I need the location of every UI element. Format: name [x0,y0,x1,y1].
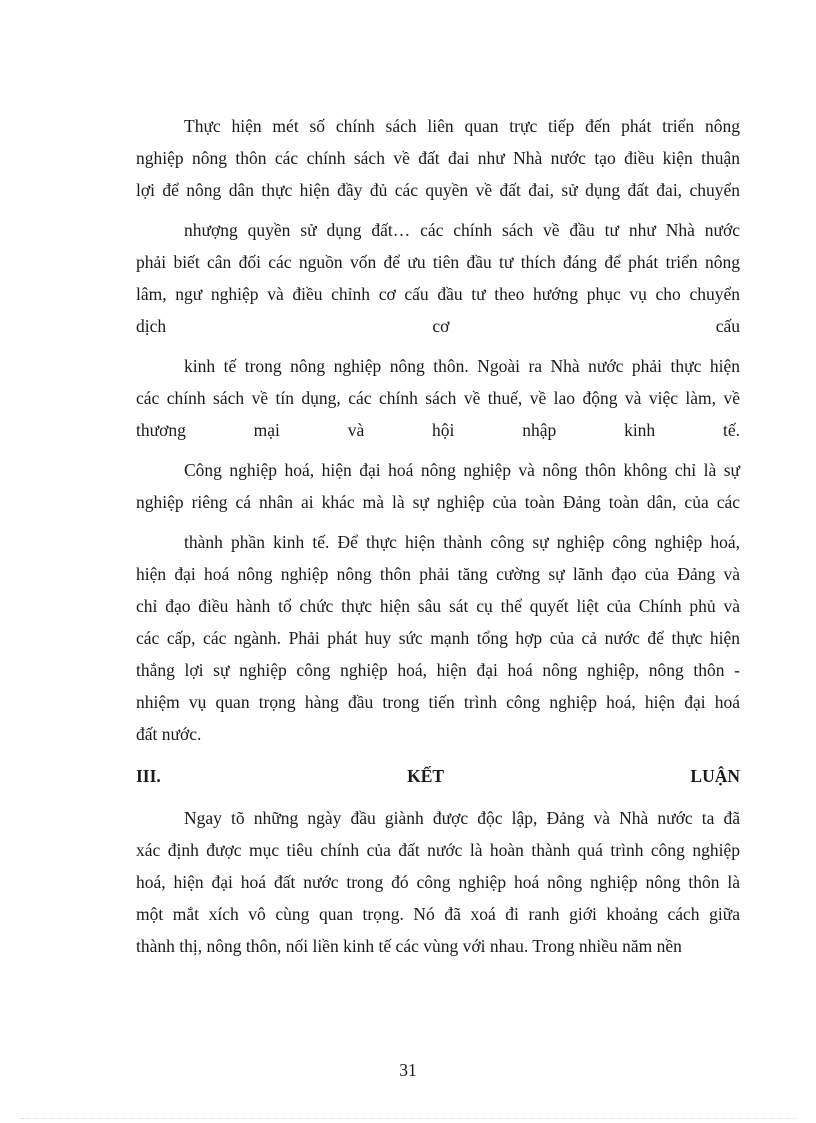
text-line: chỉ đạo điều hành tổ chức thực hiện sâu sát cụ thể quyết liệt của Chính phủ và [136,596,740,616]
text-line: các chính sách về tín dụng, các chính sách về thuế, về lao động và việc làm, về [136,388,740,408]
page-number: 31 [399,1060,417,1080]
text-line: Ngay tõ những ngày đầu giành được độc lập, Đảng và Nhà nước ta đã [184,808,740,828]
text-line: một mắt xích vô cùng quan trọng. Nó đã xoá đi ranh giới khoảng cách giữa [136,904,740,924]
text-line: lâm, ngư nghiệp và điều chỉnh cơ cấu đầu tư theo hướng phục vụ cho chuyển [136,284,740,304]
text-line: thành thị, nông thôn, nối liền kinh tế các vùng với nhau. Trong nhiều năm nền [136,936,682,956]
text-line: thành phần kinh tế. Để thực hiện thành công sự nghiệp công nghiệp hoá, [184,532,740,552]
text-line: nghiệp nông thôn các chính sách về đất đai như Nhà nước tạo điều kiện thuận [136,148,740,168]
text-line: Công nghiệp hoá, hiện đại hoá nông nghiệp và nông thôn không chỉ là sự [184,460,740,480]
text-line: Thực hiện mét số chính sách liên quan trực tiếp đến phát triển nông [184,116,740,136]
text-line: các cấp, các ngành. Phải phát huy sức mạnh tổng hợp của cả nước để thực hiện [136,628,740,648]
text-line: kinh tế trong nông nghiệp nông thôn. Ngoài ra Nhà nước phải thực hiện [184,356,740,376]
text-line: nhượng quyền sử dụng đất… các chính sách về đầu tư như Nhà nước [184,220,740,240]
text-line: thắng lợi sự nghiệp công nghiệp hoá, hiện đại hoá nông nghiệp, nông thôn - [136,660,740,680]
heading-number: III. [136,766,161,786]
text-line: nhiệm vụ quan trọng hàng đầu trong tiến trình công nghiệp hoá, hiện đại hoá [136,692,740,712]
footer-divider [20,1118,796,1119]
text-line: xác định được mục tiêu chính của đất nước là hoàn thành quá trình công nghiệp [136,840,740,860]
text-line: dịch cơ cấu [136,316,740,336]
heading-word: LUẬN [690,766,740,786]
text-line: hiện đại hoá nông nghiệp nông thôn phải tăng cường sự lãnh đạo của Đảng và [136,564,740,584]
text-line: phải biết cân đối các nguồn vốn để ưu tiên đầu tư thích đáng để phát triển nông [136,252,740,272]
text-line: thương mại và hội nhập kinh tế. [136,420,740,440]
text-line: hoá, hiện đại hoá đất nước trong đó công nghiệp hoá nông nghiệp nông thôn là [136,872,740,892]
section-heading [136,764,740,788]
text-line: đất nước. [136,724,202,744]
text-line: lợi để nông dân thực hiện đầy đủ các quyền về đất đai, sử dụng đất đai, chuyển [136,180,740,200]
heading-word: KẾT [407,766,445,786]
text-line: nghiệp riêng cá nhân ai khác mà là sự nghiệp của toàn Đảng toàn dân, của các [136,492,740,512]
